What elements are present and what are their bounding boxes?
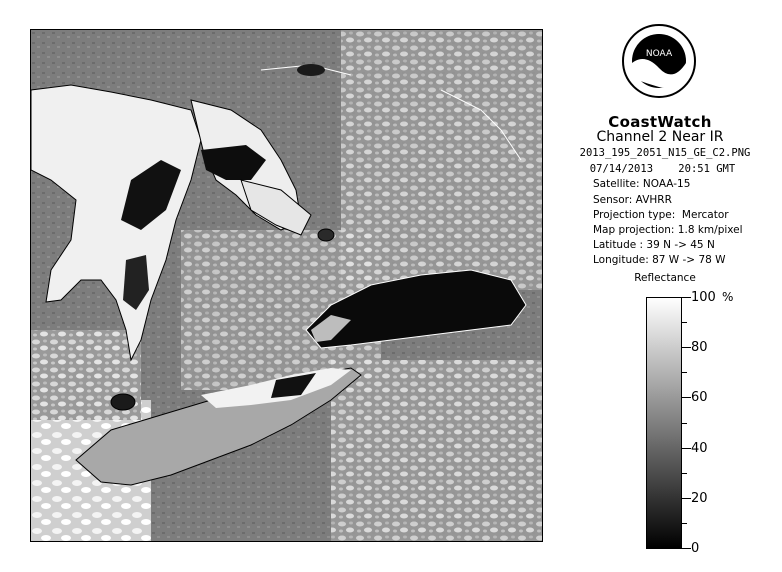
colorbar-tick	[682, 423, 687, 424]
projection-type-label: Projection type: Mercator	[593, 209, 729, 221]
colorbar-tick	[682, 498, 691, 499]
colorbar-tick	[682, 397, 691, 398]
map-projection-label: Map projection: 1.8 km/pixel	[593, 224, 743, 236]
colorbar-tick-label: 100	[691, 290, 716, 305]
colorbar-title: Reflectance	[634, 272, 696, 284]
satellite-label: Satellite: NOAA-15	[593, 178, 691, 190]
sensor-label: Sensor: AVHRR	[593, 194, 672, 206]
colorbar-tick	[682, 322, 687, 323]
colorbar-tick-label: 20	[691, 491, 708, 506]
colorbar-tick	[682, 372, 687, 373]
noaa-logo-icon	[620, 23, 698, 113]
colorbar-unit: %	[722, 290, 734, 304]
date-time: 07/14/2013 20:51 GMT	[589, 163, 736, 175]
brand-title: CoastWatch	[608, 113, 712, 131]
colorbar-tick	[682, 473, 687, 474]
colorbar-tick	[682, 523, 687, 524]
colorbar-tick-label: 40	[691, 441, 708, 456]
colorbar-tick	[682, 297, 691, 298]
satellite-image	[30, 29, 543, 542]
colorbar-tick-label: 60	[691, 390, 708, 405]
colorbar	[646, 297, 682, 549]
small-lake-north	[297, 64, 325, 76]
latitude-label: Latitude : 39 N -> 45 N	[593, 239, 715, 251]
lake-st-clair	[111, 394, 135, 410]
colorbar-tick-label: 80	[691, 340, 708, 355]
logo-text: NOAA	[645, 49, 673, 59]
longitude-label: Longitude: 87 W -> 78 W	[593, 254, 726, 266]
file-name: 2013_195_2051_N15_GE_C2.PNG	[579, 147, 751, 159]
colorbar-tick-label: 0	[691, 541, 700, 556]
cloud-field-se	[331, 360, 543, 542]
channel-label: Channel 2 Near IR	[596, 129, 724, 145]
lake-simcoe	[318, 229, 334, 241]
colorbar-tick	[682, 347, 691, 348]
colorbar-tick	[682, 548, 691, 549]
colorbar-tick	[682, 448, 691, 449]
great-lakes-map	[31, 30, 543, 542]
